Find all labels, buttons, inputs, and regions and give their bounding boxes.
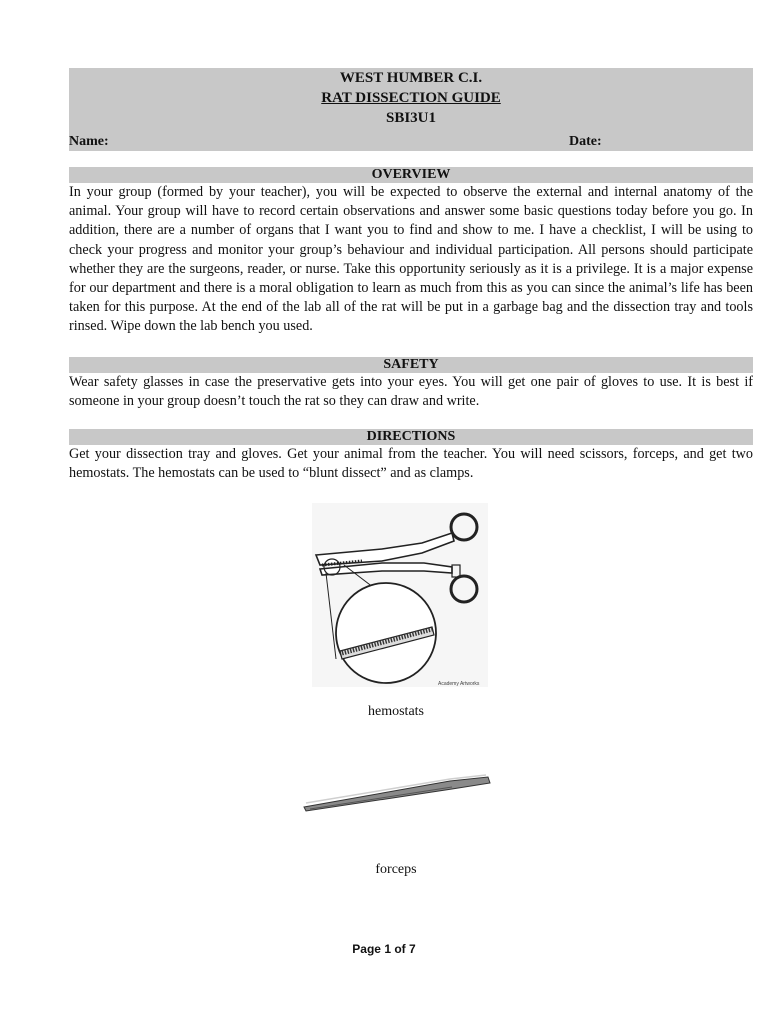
overview-heading: OVERVIEW	[69, 167, 753, 183]
forceps-caption: forceps	[375, 862, 417, 877]
hemostats-caption: hemostats	[368, 704, 424, 719]
hemostats-credit: Academy Artworks	[438, 681, 480, 687]
document-header	[69, 68, 753, 151]
name-date-row	[69, 132, 753, 151]
overview-text: In your group (formed by your teacher), you will be expected to observe the external and internal anatomy of the animal. Your group will have to record certain observations and answer some basic questions today before you go. In addition, there are a number of organs that I want you to find and show to me. I have a checklist, I will be using to check your progress and monitor your group’s behaviour and individual participation. All persons should participate whether they are the surgeons, reader, or nurse. Take this opportunity seriously as it is a privilege. It is a major expense for our department and there is a moral obligation to learn as much from this as you can since the animal’s life has been taken for this purpose. At the end of the lab all of the rat will be put in a garbage bag and the dissection tray and tools rinsed. Wipe down the lab bench you used.	[69, 184, 753, 335]
page-total: 7	[409, 942, 416, 956]
page-label: Page	[352, 942, 381, 956]
school-name: WEST HUMBER C.I.	[339, 70, 483, 86]
name-label: Name:	[69, 134, 109, 149]
forceps-image	[300, 773, 494, 818]
page-number: 1	[384, 942, 391, 956]
directions-heading: DIRECTIONS	[69, 429, 753, 445]
page-footer	[0, 942, 768, 956]
hemostats-image	[312, 503, 488, 692]
safety-text: Wear safety glasses in case the preservative gets into your eyes. You will get one pair of gloves to use. It is best if someone in your group doesn’t touch the rat so they can draw and write.	[69, 373, 753, 409]
date-label: Date:	[569, 134, 602, 149]
safety-heading: SAFETY	[69, 357, 753, 373]
forceps-icon	[300, 773, 494, 813]
course-code: SBI3U1	[385, 110, 437, 126]
directions-text: Get your dissection tray and gloves. Get your animal from the teacher. You will need scissors, forceps, and get two hemostats. The hemostats can be used to “blunt dissect” and as clamps.	[69, 446, 753, 482]
document-page	[69, 68, 753, 483]
document-title: RAT DISSECTION GUIDE	[321, 90, 501, 106]
hemostats-icon	[312, 503, 488, 687]
page-of-label: of	[394, 942, 406, 956]
